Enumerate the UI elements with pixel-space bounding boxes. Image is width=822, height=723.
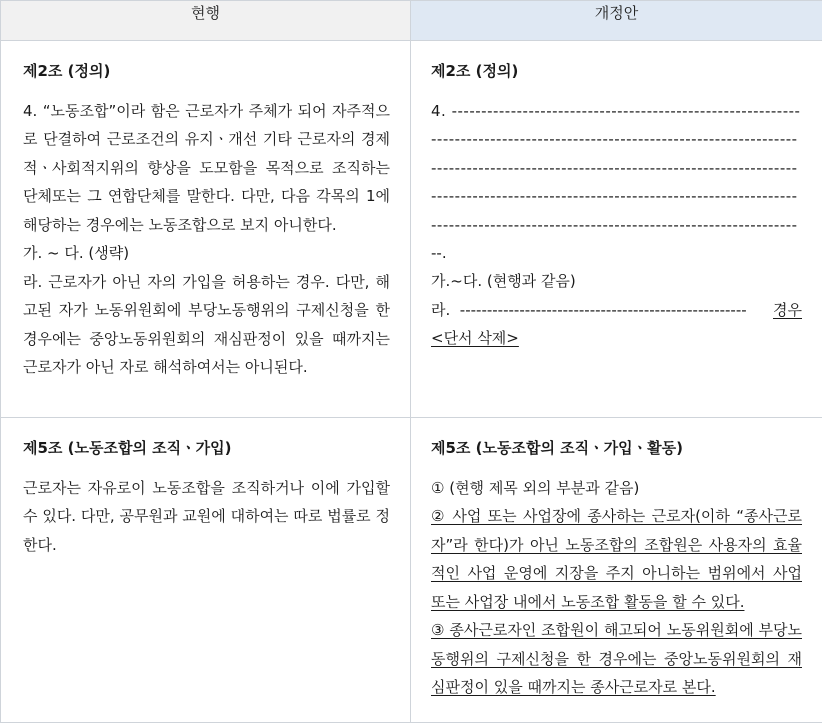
article5-amendment-p3: ③ 종사근로자인 조합원이 해고되어 노동위원회에 부당노동행위의 구제신청을 한 경우에는 중앙노동위원회의 재심판정이 있을 때까지는 종사근로자로 본다. bbox=[431, 621, 802, 696]
article2-amendment-title: 제2조 (정의) bbox=[431, 62, 519, 80]
article2-current-item-ra: 라. 근로자가 아닌 자의 가입을 허용하는 경우. 다만, 해고된 자가 노동위원회에 부당노동행위의 구제신청을 한 경우에는 중앙노동위원회의 재심판정이 있을 때까지는 근로자가 아닌 자로 해석하여서는 아니된다. bbox=[23, 272, 390, 376]
article5-current-cell bbox=[1, 418, 411, 723]
article2-amendment-cell bbox=[411, 41, 822, 418]
header-amendment: 개정안 bbox=[411, 1, 822, 41]
article2-current-cell bbox=[1, 41, 411, 418]
article2-amendment-item-ga-da: 가.~다. (현행과 같음) bbox=[431, 272, 576, 290]
article2-amendment-item4 bbox=[431, 97, 802, 239]
item-ra-suffix: 경우 bbox=[773, 300, 802, 319]
article5-amendment-cell bbox=[411, 418, 822, 723]
item4-end: --. bbox=[431, 243, 447, 262]
article2-amendment-item-ra bbox=[431, 296, 802, 325]
item-ra-deleted: <단서 삭제> bbox=[431, 329, 519, 347]
article5-current-body: 근로자는 자유로이 노동조합을 조직하거나 이에 가입할 수 있다. 다만, 공무원과 교원에 대하여는 따로 법률로 정한다. bbox=[23, 478, 390, 554]
item-ra-prefix: 라. bbox=[431, 300, 460, 319]
item4-dashes: ------------------------------------------------------------------------------------------------------------------------------------------------------------------------------------------------------------------------------------------------------------------------------------------------------------------- bbox=[431, 101, 801, 234]
article5-amendment-title: 제5조 (노동조합의 조직ㆍ가입ㆍ활동) bbox=[431, 439, 683, 457]
article5-amendment-p2: ② 사업 또는 사업장에 종사하는 근로자(이하 “종사근로자”라 한다)가 아닌 노동조합의 조합원은 사용자의 효율적인 사업 운영에 지장을 주지 아니하는 범위에서 사업 또는 사업장 내에서 노동조합 활동을 할 수 있다. bbox=[431, 507, 802, 611]
article2-current-title: 제2조 (정의) bbox=[23, 62, 111, 80]
article2-current-item-ga-da: 가. ~ 다. (생략) bbox=[23, 244, 130, 262]
article5-amendment-p1: ① (현행 제목 외의 부분과 같음) bbox=[431, 478, 640, 497]
item4-prefix: 4. bbox=[431, 101, 452, 120]
article2-current-item4: 4. “노동조합”이라 함은 근로자가 주체가 되어 자주적으로 단결하여 근로조건의 유지ㆍ개선 기타 근로자의 경제적ㆍ사회적지위의 향상을 도모함을 목적으로 조직하는 단체또는 그 연합단체를 말한다. 다만, 다음 각목의 1에 해당하는 경우에는 노동조합으로 보지 아니한다. bbox=[23, 101, 390, 234]
article5-current-title: 제5조 (노동조합의 조직ㆍ가입) bbox=[23, 439, 232, 457]
item-ra-dashes: ----------------------------------------------------- bbox=[459, 300, 747, 319]
header-current: 현행 bbox=[1, 1, 411, 41]
